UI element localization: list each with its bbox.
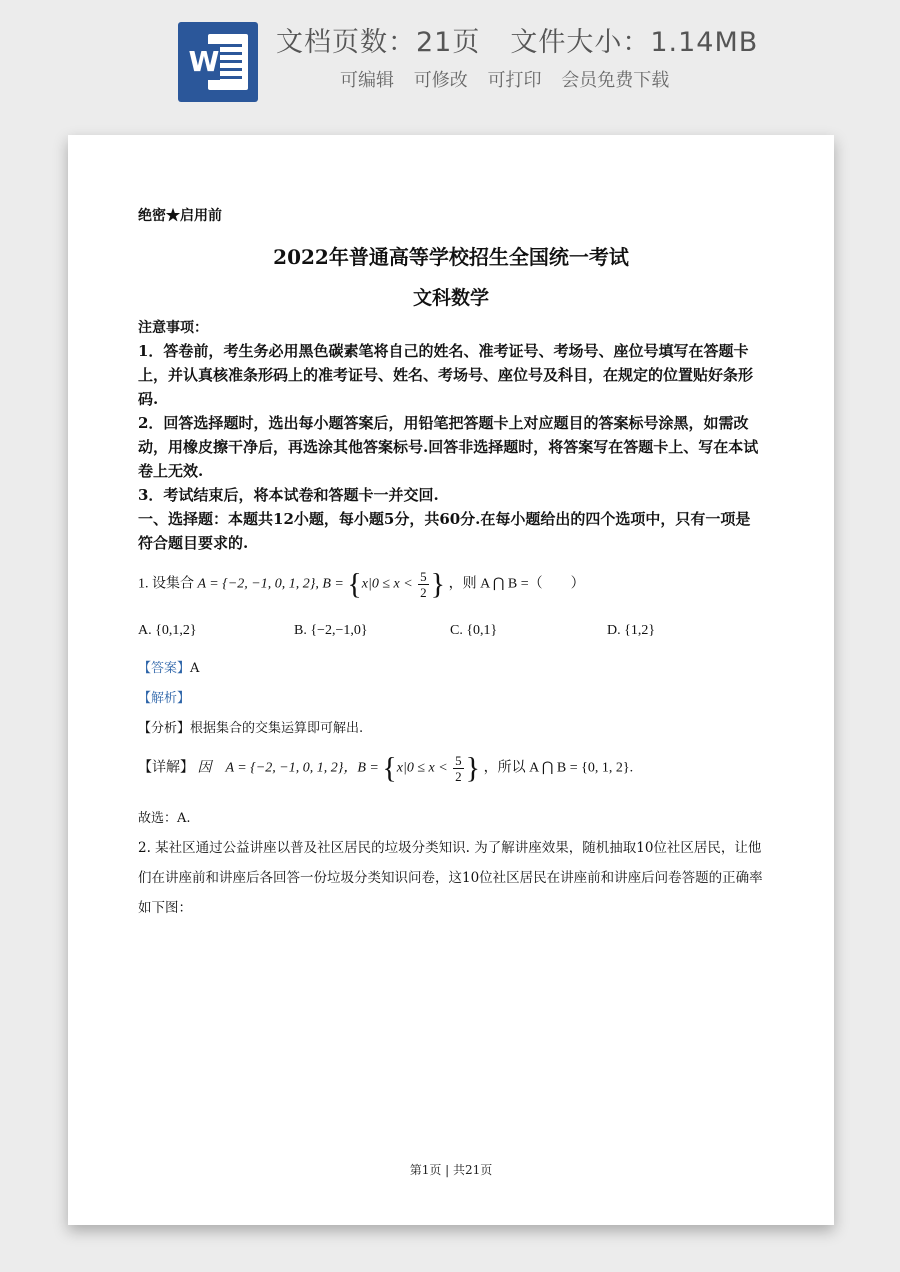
left-brace: {: [347, 567, 362, 601]
fraction: [418, 569, 429, 600]
feature-list: [340, 66, 679, 92]
fenxi-text: 根据集合的交集运算即可解出.: [190, 721, 364, 736]
analysis-tag: 【解析】: [138, 691, 191, 706]
option-c: C. {0,1}: [450, 623, 498, 638]
fraction-denominator: 2: [455, 769, 462, 784]
detail-post: ，所以 A ⋂ B = {0, 1, 2}.: [483, 760, 634, 776]
answer-line: [138, 657, 199, 676]
feature-free-download: 会员免费下载: [561, 70, 670, 91]
question-2: 2. 某社区通过公益讲座以普及社区居民的垃圾分类知识. 为了解讲座效果，随机抽取10位社区居民，让他们在讲座前和讲座后各回答一份垃圾分类知识问卷，这10位社区居民在讲座前和讲座后问卷答题的正确率如下图：: [138, 840, 763, 916]
set-b-label: B =: [322, 576, 344, 592]
question-1-prefix: 1. 设集合: [138, 576, 194, 592]
fraction: [453, 753, 464, 784]
fraction-denominator: 2: [420, 585, 427, 600]
answer-value: A: [190, 661, 200, 676]
option-d: D. {1,2}: [607, 623, 656, 638]
answer-tag: 【答案】: [138, 661, 191, 676]
right-brace: }: [430, 567, 446, 601]
word-document-icon: [178, 22, 258, 102]
word-letter: W: [188, 45, 220, 78]
feature-editable: 可编辑: [340, 70, 394, 91]
detail-condition: x|0 ≤ x <: [396, 760, 448, 776]
fraction-numerator: 5: [420, 569, 427, 584]
option-a: A. {0,1,2}: [138, 623, 197, 638]
document-page: [68, 135, 834, 1225]
fenxi-tag: 【分析】: [138, 721, 191, 736]
fenxi-line: [138, 717, 363, 736]
exam-subject: 文科数学: [412, 287, 489, 309]
option-b: B. {−2,−1,0}: [294, 623, 368, 638]
feature-printable: 可打印: [487, 70, 542, 91]
confidential-label: 绝密★启用前: [138, 208, 222, 224]
detail-pre: 因 A = {−2, −1, 0, 1, 2}，B =: [197, 760, 379, 776]
set-b-condition: x|0 ≤ x <: [361, 576, 413, 592]
set-a: A = {−2, −1, 0, 1, 2},: [197, 576, 319, 592]
detail-line: [138, 753, 633, 784]
detail-tag: 【详解】: [138, 760, 194, 776]
question-1: [138, 569, 585, 600]
download-banner: [0, 0, 900, 118]
notice-item-1: 1．答卷前，考生务必用黑色碳素笔将自己的姓名、准考证号、考场号、座位号填写在答题卡上，并认真核准条形码上的准考证号、姓名、考场号、座位号及科目，在规定的位置贴好条形码.: [138, 342, 754, 408]
fraction-numerator: 5: [455, 753, 462, 768]
notice-item-3: 3．考试结束后，将本试卷和答题卡一并交回.: [138, 486, 439, 504]
notice-item-2: 2．回答选择题时，选出每小题答案后，用铅笔把答题卡上对应题目的答案标号涂黑，如需改动，用橡皮擦干净后，再选涂其他答案标号.回答非选择题时，将答案写在答题卡上、写在本试卷上无效.: [138, 414, 759, 480]
question-1-tail: ，则 A ⋂ B =（ ）: [448, 576, 585, 592]
left-brace: {: [382, 751, 397, 785]
notice-heading: 注意事项：: [138, 320, 208, 336]
conclusion-line: 故选：A.: [138, 811, 191, 826]
page-footer: 第1页 | 共21页: [409, 1163, 493, 1177]
right-brace: }: [465, 751, 481, 785]
section-heading: 一、选择题：本题共12小题，每小题5分，共60分.在每小题给出的四个选项中，只有一项是符合题目要求的.: [138, 510, 751, 552]
file-size: 文件大小：1.14MB: [510, 27, 759, 58]
page-count: 文档页数：21页: [276, 27, 481, 58]
feature-modifiable: 可修改: [413, 70, 468, 91]
banner-title: [276, 20, 758, 59]
exam-title: 2022年普通高等学校招生全国统一考试: [273, 245, 629, 269]
